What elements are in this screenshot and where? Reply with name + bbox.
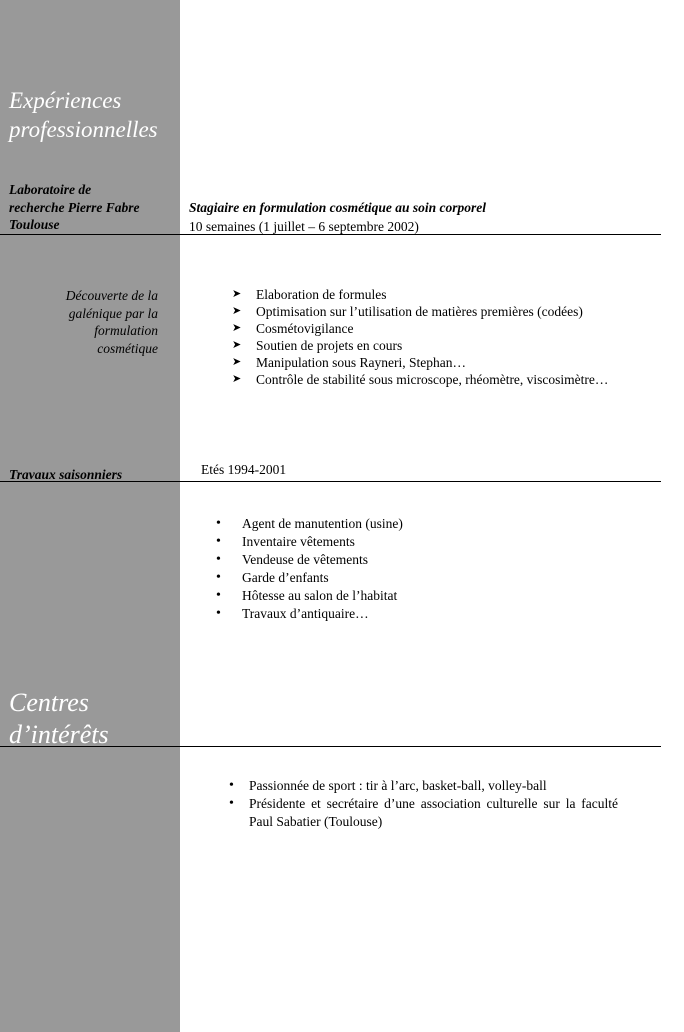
- arrow-bullet-icon: ➤: [232, 288, 242, 300]
- divider: [0, 746, 661, 747]
- dot-bullet-icon: •: [229, 796, 234, 811]
- section-title-line: d’intérêts: [9, 720, 109, 749]
- dot-bullet-icon: •: [229, 778, 234, 793]
- employer-line: Laboratoire de: [9, 182, 92, 197]
- seasonal-period: Etés 1994-2001: [201, 462, 287, 477]
- section-title-line: Expériences: [9, 88, 122, 113]
- dot-bullet-icon: •: [216, 516, 221, 531]
- list-item: ➤ Manipulation sous Rayneri, Stephan…: [232, 355, 466, 370]
- job-duration: 10 semaines (1 juillet – 6 septembre 2002): [189, 219, 419, 234]
- arrow-bullet-icon: ➤: [232, 322, 242, 334]
- list-item: • Travaux d’antiquaire…: [216, 606, 369, 621]
- section-title-interests: [9, 687, 109, 751]
- section-title-line: Centres: [9, 688, 89, 717]
- dot-bullet-icon: •: [216, 588, 221, 603]
- arrow-bullet-icon: ➤: [232, 356, 242, 368]
- arrow-bullet-icon: ➤: [232, 305, 242, 317]
- list-item: • Présidente et secrétaire d’une association culturelle sur la faculté Paul Sabatier (Toulouse): [229, 796, 618, 829]
- divider: [0, 234, 661, 235]
- task-list: [232, 286, 608, 388]
- list-item: • Garde d’enfants: [216, 570, 329, 585]
- arrow-bullet-icon: ➤: [232, 339, 242, 351]
- arrow-bullet-icon: ➤: [232, 373, 242, 385]
- list-item: • Agent de manutention (usine): [216, 516, 403, 531]
- list-item: ➤ Soutien de projets en cours: [232, 338, 403, 353]
- dot-bullet-icon: •: [216, 570, 221, 585]
- dot-bullet-icon: •: [216, 534, 221, 549]
- skill-line: galénique par la: [68, 305, 158, 321]
- skill-line: formulation: [94, 323, 158, 338]
- list-item: ➤ Cosmétovigilance: [232, 321, 354, 336]
- interests-list: [229, 777, 618, 831]
- dot-bullet-icon: •: [216, 552, 221, 567]
- list-item: • Vendeuse de vêtements: [216, 552, 368, 567]
- sidebar: [0, 0, 180, 1032]
- section-title-experiences: [9, 86, 158, 144]
- section-title-line: professionnelles: [9, 117, 158, 142]
- employer-line: Toulouse: [9, 217, 60, 232]
- list-item: • Inventaire vêtements: [216, 534, 355, 549]
- skill-line: cosmétique: [97, 340, 158, 356]
- seasonal-title: Travaux saisonniers: [9, 467, 123, 482]
- divider: [0, 481, 661, 482]
- employer-line: recherche Pierre Fabre: [9, 199, 140, 215]
- list-item: • Passionnée de sport : tir à l’arc, basket-ball, volley-ball: [229, 778, 547, 793]
- seasonal-list: [216, 515, 403, 623]
- employer-name: [9, 181, 139, 234]
- job-title: Stagiaire en formulation cosmétique au soin corporel: [189, 200, 487, 215]
- skill-line: Découverte de la: [65, 288, 158, 303]
- list-item: ➤ Elaboration de formules: [232, 287, 387, 302]
- list-item: ➤ Contrôle de stabilité sous microscope, rhéomètre, viscosimètre…: [232, 372, 609, 387]
- dot-bullet-icon: •: [216, 606, 221, 621]
- list-item: • Hôtesse au salon de l’habitat: [216, 588, 398, 603]
- list-item: ➤ Optimisation sur l’utilisation de matières premières (codées): [232, 304, 583, 319]
- skill-area: [20, 287, 158, 357]
